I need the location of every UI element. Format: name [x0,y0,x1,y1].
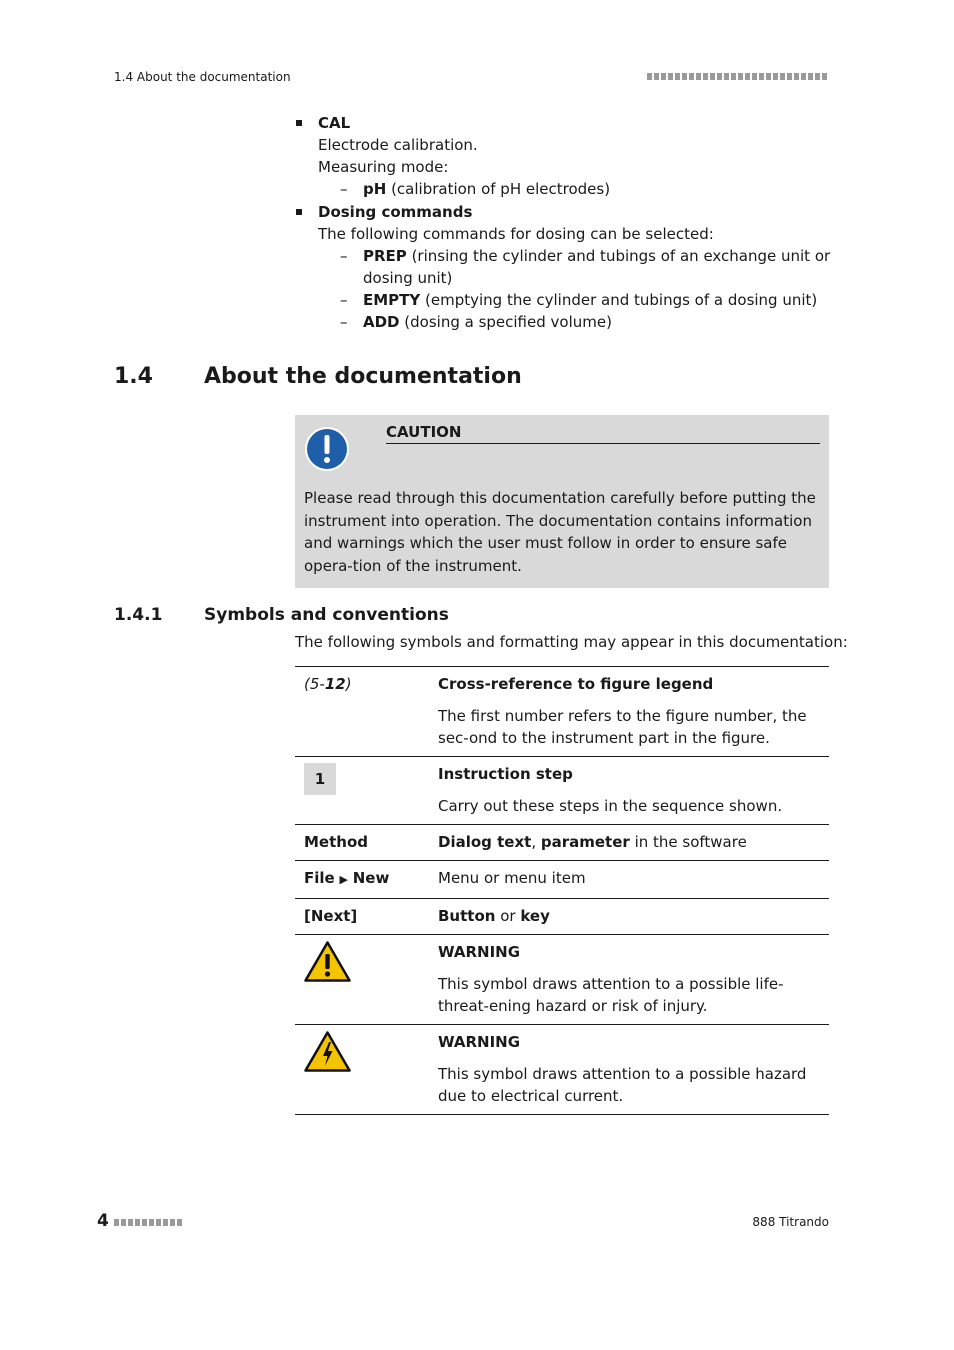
button-example: [Next] [295,899,429,935]
caution-text: Please read through this documentation carefully before putting the instrument into operation. The documentation contains information and warnings which the user must follow in order to ensure safe opera-tion of the instrument. [304,489,816,575]
sub-item: – PREP (rinsing the cylinder and tubings of an exchange unit or dosing unit) [340,247,831,287]
method-example: Method [295,825,429,861]
subsection-title: Symbols and conventions [204,605,449,625]
table-row [295,667,829,757]
section-heading [114,364,522,389]
sub-item: – EMPTY (emptying the cylinder and tubings of a dosing unit) [340,291,818,309]
bullet-icon [296,120,302,126]
header-dots-decoration [647,73,829,80]
method-description: Dialog text, parameter in the software [429,825,829,861]
product-name: 888 Titrando [752,1215,829,1229]
list-item-dosing [296,201,836,333]
step-number-box: 1 [304,763,336,795]
caution-title: CAUTION [386,423,820,444]
electric-warning-description: WARNING This symbol draws attention to a possible hazard due to electrical current. [429,1025,829,1115]
table-row [295,861,829,899]
warning-description: WARNING This symbol draws attention to a possible life-threat-ening hazard or risk of injury. [429,935,829,1025]
step-description: Instruction step Carry out these steps in the sequence shown. [429,757,829,825]
running-header: 1.4 About the documentation [114,70,291,84]
menu-arrow-icon: ▶ [339,873,348,886]
table-row [295,825,829,861]
sub-item: – ADD (dosing a specified volume) [340,313,612,331]
electric-warning-icon [304,1031,351,1072]
list-item-text: The following commands for dosing can be selected: [318,225,714,243]
table-row [295,935,829,1025]
caution-box [295,415,829,588]
section-title: About the documentation [204,364,522,389]
menu-example: File ▶ New [295,861,429,899]
list-item-cal [296,112,836,200]
section-number: 1.4 [114,364,153,389]
conventions-table [295,666,829,1115]
sub-item: – pH (calibration of pH electrodes) [340,180,611,198]
list-item-text: Measuring mode: [318,158,449,176]
warning-symbol-cell [295,935,429,1025]
intro-text: The following symbols and formatting may appear in this documentation: [295,633,848,651]
exclamation-icon [304,426,350,472]
command-list [296,112,836,333]
page-number: 4 [97,1211,109,1231]
warning-triangle-icon [304,941,351,982]
electric-warning-symbol-cell [295,1025,429,1115]
xref-example: (5-12) [295,667,429,757]
table-row [295,899,829,935]
menu-description: Menu or menu item [429,861,829,899]
list-item-text: Electrode calibration. [318,136,478,154]
footer-dots-decoration [114,1219,182,1226]
table-row [295,757,829,825]
table-row [295,1025,829,1115]
step-example [295,757,429,825]
list-item-title: CAL [318,114,351,132]
list-item-title: Dosing commands [318,203,473,221]
bullet-icon [296,209,302,215]
xref-description: Cross-reference to figure legend The first number refers to the figure number, the sec-ond to the instrument part in the figure. [429,667,829,757]
subsection-heading [114,605,449,625]
button-description: Button or key [429,899,829,935]
subsection-number: 1.4.1 [114,605,163,625]
